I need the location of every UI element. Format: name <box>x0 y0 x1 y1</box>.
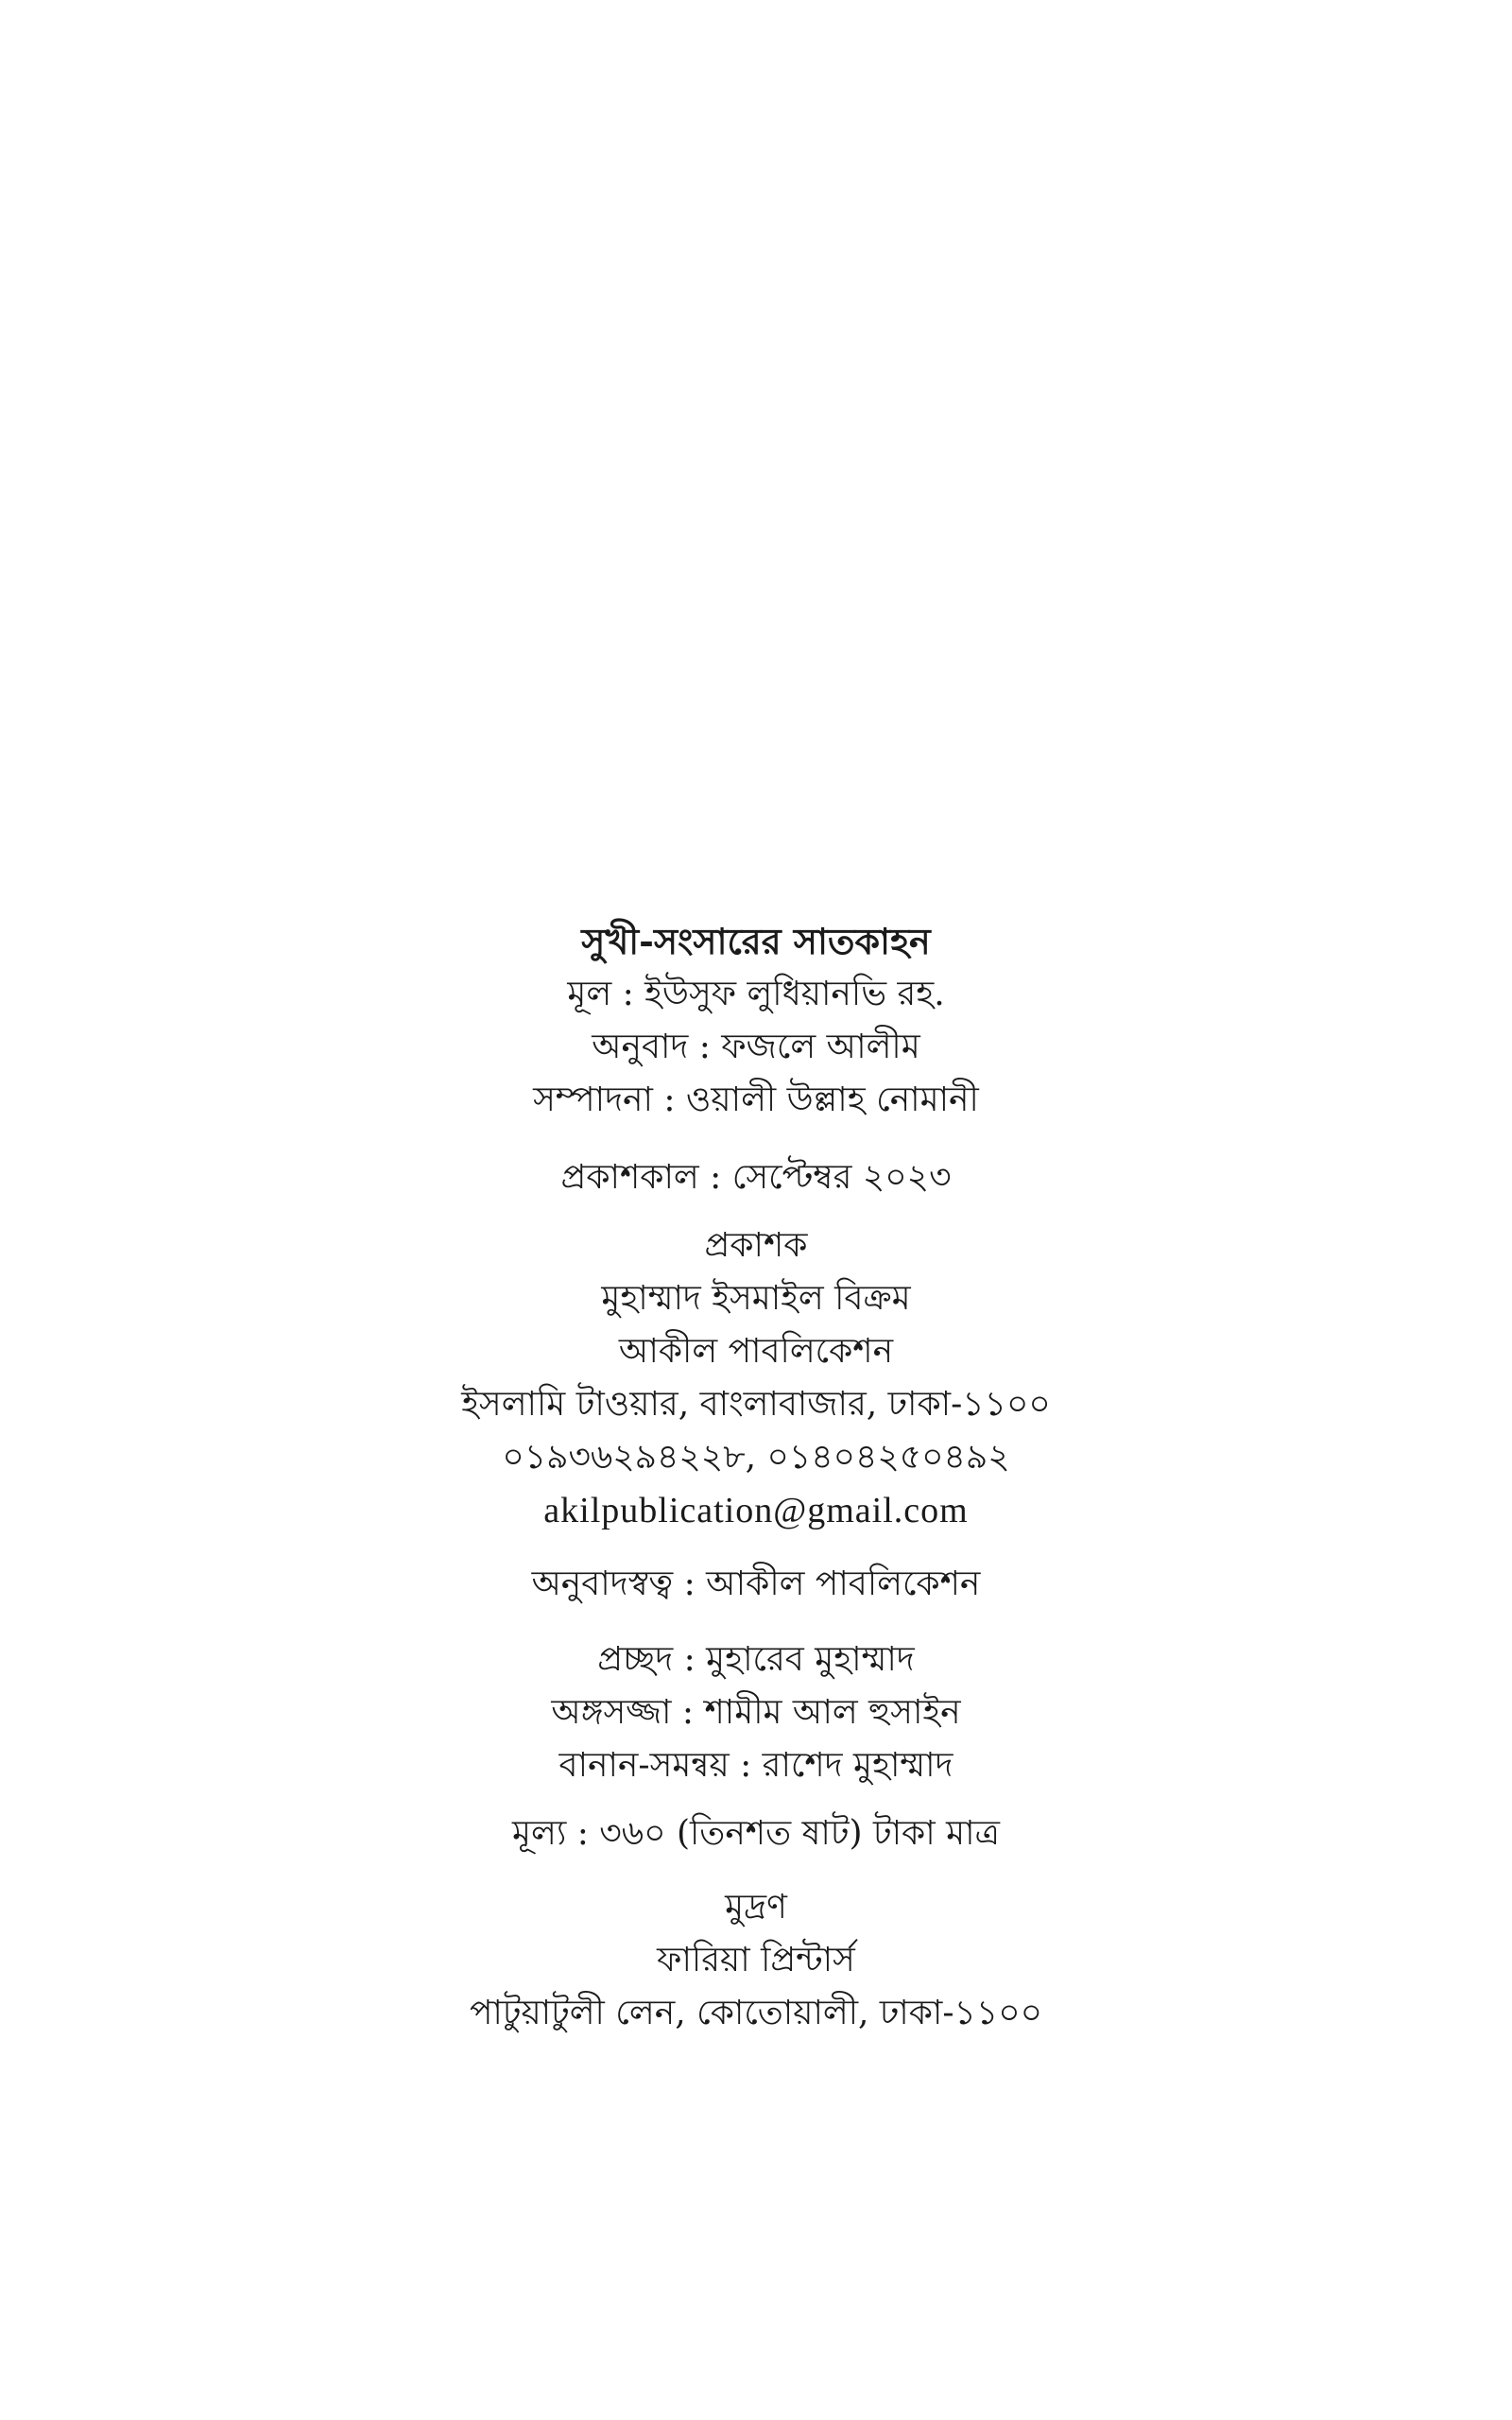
publisher-phones: ০১৯৩৬২৯৪২২৮, ০১৪০৪২৫০৪৯২ <box>502 1438 1010 1477</box>
editor: সম্পাদনা : ওয়ালী উল্লাহ নোমানী <box>533 1080 979 1119</box>
publisher-email: akilpublication@gmail.com <box>543 1491 969 1530</box>
cover-designer: প্রচ্ছদ : মুহারেব মুহাম্মাদ <box>597 1640 915 1679</box>
rights-block <box>0 1558 1512 1611</box>
printing-heading: মুদ্রণ <box>725 1888 787 1927</box>
spelling-coordinator: বানান-সমন্বয় : রাশেদ মুহাম্মাদ <box>558 1746 954 1785</box>
original-author: মূল : ইউসুফ লুধিয়ানভি রহ. <box>567 975 945 1013</box>
translator: অনুবাদ : ফজলে আলীম <box>592 1028 920 1066</box>
publisher-name: মুহাম্মাদ ইসমাইল বিক্রম <box>601 1279 911 1318</box>
printer-address: পাটুয়াটুলী লেন, কোতোয়ালী, ঢাকা-১১০০ <box>469 1994 1043 2032</box>
publication-date: প্রকাশকাল : সেপ্টেম্বর ২০২৩ <box>560 1158 952 1197</box>
book-credits <box>0 915 1512 1127</box>
translation-rights: অনুবাদস্বত্ব : আকীল পাবলিকেশন <box>531 1564 981 1603</box>
layout-designer: অঙ্গসজ্জা : শামীম আল হুসাইন <box>551 1693 961 1732</box>
printer-name: ফারিয়া প্রিন্টার্স <box>657 1941 855 1979</box>
book-title: সুখী-সংসারের সাতকাহন <box>581 920 931 962</box>
publisher-block <box>0 1219 1512 1537</box>
design-credits <box>0 1634 1512 1792</box>
publication-date-block <box>0 1151 1512 1204</box>
price: মূল্য : ৩৬০ (তিনশত ষাট) টাকা মাত্র <box>512 1814 1000 1853</box>
publishing-house: আকীল পাবলিকেশন <box>618 1332 894 1371</box>
price-block <box>0 1807 1512 1860</box>
printing-block <box>0 1881 1512 2040</box>
publisher-address: ইসলামি টাওয়ার, বাংলাবাজার, ঢাকা-১১০০ <box>461 1385 1051 1424</box>
publisher-heading: প্রকাশক <box>704 1226 808 1265</box>
